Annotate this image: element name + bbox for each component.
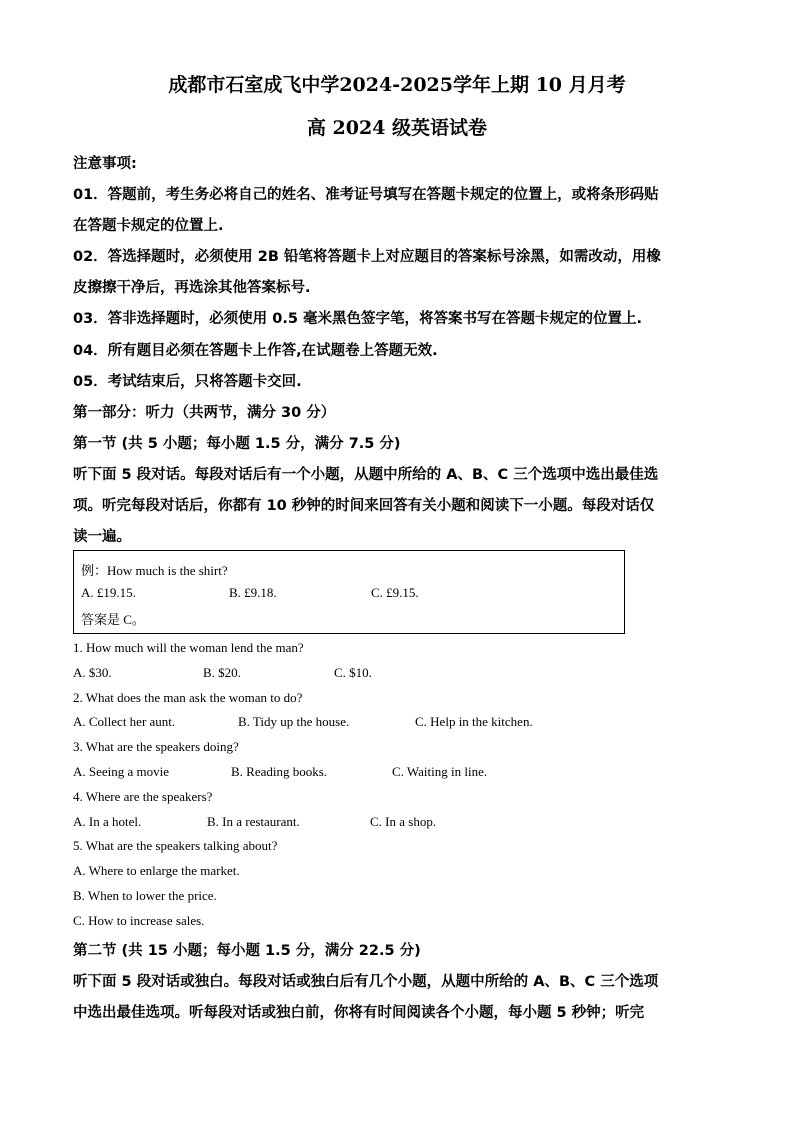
question-5-option-b: B. When to lower the price. <box>73 888 217 903</box>
question-4-option-a: A. In a hotel. <box>73 814 142 829</box>
question-3-option-c: C. Waiting in line. <box>392 764 488 779</box>
question-2-option-b: B. Tidy up the house. <box>238 714 350 729</box>
section1-instruction-line3: 读一遍。 <box>73 529 131 545</box>
note-03: 03．答非选择题时，必须使用 0.5 毫米黑色签字笔，将答案书写在答题卡规定的位置上. <box>73 311 642 327</box>
example-question: 例：How much is the shirt? <box>81 563 228 578</box>
note-02-line1: 02．答选择题时，必须使用 2B 铅笔将答题卡上对应题目的答案标号涂黑，如需改动，用橡 <box>73 249 661 265</box>
question-5-option-c: C. How to increase sales. <box>73 913 205 928</box>
question-3-option-b: B. Reading books. <box>231 764 328 779</box>
section1-instruction-line1: 听下面 5 段对话。每段对话后有一个小题，从题中所给的 A、B、C 三个选项中选出最佳选 <box>73 467 659 483</box>
question-1-option-b: B. $20. <box>203 665 241 680</box>
question-5-option-a: A. Where to enlarge the market. <box>73 863 240 878</box>
question-4-option-b: B. In a restaurant. <box>207 814 300 829</box>
note-02-line2: 皮擦擦干净后，再选涂其他答案标号. <box>73 280 311 296</box>
section2-instruction-line1: 听下面 5 段对话或独白。每段对话或独白后有几个小题，从题中所给的 A、B、C 三个选项 <box>73 974 659 990</box>
question-2-option-a: A. Collect her aunt. <box>73 714 176 729</box>
exam-subtitle: 高 2024 级英语试卷 <box>306 117 488 139</box>
question-2: 2. What does the man ask the woman to do? <box>73 690 303 705</box>
question-1: 1. How much will the woman lend the man? <box>73 640 304 655</box>
note-01-line2: 在答题卡规定的位置上. <box>73 218 224 234</box>
section1-instruction-line2: 项。听完每段对话后，你都有 10 秒钟的时间来回答有关小题和阅读下一小题。每段对话仅 <box>73 498 655 514</box>
section2-heading: 第二节 (共 15 小题；每小题 1.5 分，满分 22.5 分) <box>73 943 421 959</box>
example-option-c: C. £9.15. <box>371 585 419 600</box>
section1-heading: 第一节 (共 5 小题；每小题 1.5 分，满分 7.5 分) <box>73 436 401 452</box>
question-3: 3. What are the speakers doing? <box>73 739 239 754</box>
question-1-option-c: C. $10. <box>334 665 372 680</box>
notice-heading: 注意事项: <box>73 156 137 172</box>
question-4: 4. Where are the speakers? <box>73 789 213 804</box>
question-4-option-c: C. In a shop. <box>370 814 437 829</box>
question-2-option-c: C. Help in the kitchen. <box>415 714 533 729</box>
section2-instruction-line2: 中选出最佳选项。听每段对话或独白前，你将有时间阅读各个小题，每小题 5 秒钟；听完 <box>73 1005 645 1021</box>
note-01-line1: 01．答题前，考生务必将自己的姓名、准考证号填写在答题卡规定的位置上，或将条形码贴 <box>73 187 659 203</box>
exam-title: 成都市石室成飞中学2024-2025学年上期 10 月月考 <box>168 74 626 96</box>
question-3-option-a: A. Seeing a movie <box>73 764 170 779</box>
example-option-a: A. £19.15. <box>81 585 136 600</box>
example-answer: 答案是 C。 <box>81 612 145 627</box>
example-option-b: B. £9.18. <box>229 585 277 600</box>
question-5: 5. What are the speakers talking about? <box>73 838 278 853</box>
note-05: 05．考试结束后，只将答题卡交回. <box>73 374 302 390</box>
part1-heading: 第一部分：听力（共两节，满分 30 分） <box>73 405 336 421</box>
question-1-option-a: A. $30. <box>73 665 112 680</box>
note-04: 04．所有题目必须在答题卡上作答,在试题卷上答题无效. <box>73 343 438 359</box>
